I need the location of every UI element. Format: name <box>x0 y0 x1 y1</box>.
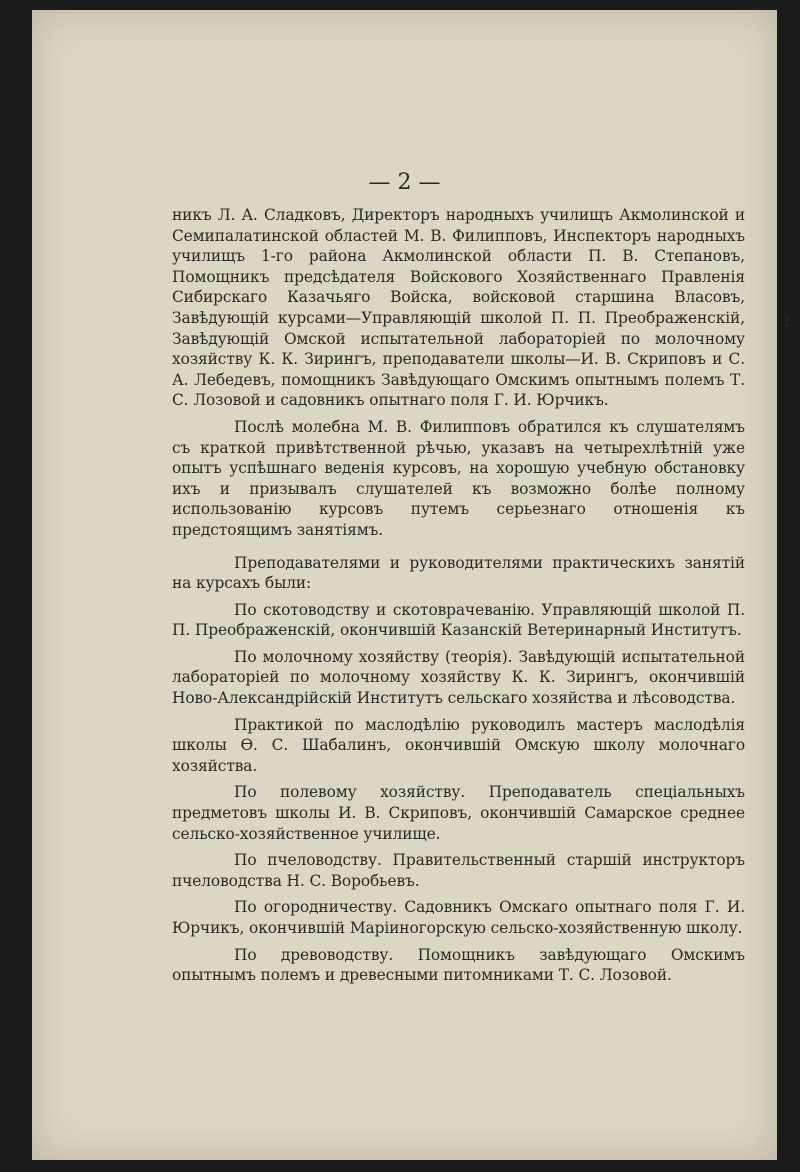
paragraph-beekeeping: По пчеловодству. Правительственный старшій инструкторъ пчеловодства Н. С. Воробьевъ. <box>172 851 745 890</box>
paragraph-instructors-intro: Преподавателями и руководителями практическихъ занятій на курсахъ были: <box>172 553 745 593</box>
paragraph-continuation: никъ Л. А. Сладковъ, Директоръ народныхъ училищъ Акмолинской и Семипалатинской областей М. В. Филипповъ, Инспекторъ народныхъ училищъ 1-го района Акмолинской области П. В. Степановъ, Помощникъ предсѣдателя Войскового Хозяйственнаго Правленія Сибирскаго Казачьяго Войска, войсковой старшина Власовъ, Завѣдующій курсами—Управляющій школой П. П. Преображенскій, Завѣдующій Омской испытательной лабораторіей по молочному хозяйству К. К. Зирингъ, преподаватели школы—И. В. Скриповъ и С. А. Лебедевъ, помощникъ Завѣдующаго Омскимъ опытнымъ полемъ Т. С. Лозовой и садовникъ опытнаго поля Г. И. Юрчикъ. <box>172 206 745 410</box>
document-page <box>32 10 790 1160</box>
margin-mark: ɪ <box>784 310 790 331</box>
paragraph-field-farming: По полевому хозяйству. Преподаватель спеціальныхъ предметовъ школы И. В. Скриповъ, окончившій Самарское среднее сельско-хозяйственное училище. <box>172 783 745 843</box>
paragraph-tree-growing: По древоводству. Помощникъ завѣдующаго Омскимъ опытнымъ полемъ и древесными питомниками Т. С. Лозовой. <box>172 945 745 985</box>
paragraph-dairy: По молочному хозяйству (теорія). Завѣдующій испытательной лабораторіей по молочному хозяйству К. К. Зирингъ, окончившій Ново-Александрійскій Институтъ сельскаго хозяйства и лѣсоводства. <box>172 647 745 708</box>
paragraph-speech: Послѣ молебна М. В. Филипповъ обратился къ слушателямъ съ краткой привѣтственной рѣчью, указавъ на четырехлѣтній уже опытъ успѣшнаго веденія курсовъ, на хорошую учебную обстановку ихъ и призывалъ слушателей къ возможно болѣе полному использованію курсовъ путемъ серьезнаго отношенія къ предстоящимъ занятіямъ. <box>172 417 745 539</box>
paragraph-livestock: По скотоводству и скотоврачеванію. Управляющій школой П. П. Преображенскій, окончившій Казанскій Ветеринарный Институтъ. <box>172 600 745 640</box>
paragraph-gardening: По огородничеству. Садовникъ Омскаго опытнаго поля Г. И. Юрчикъ, окончившій Маріиногорскую сельско-хозяйственную школу. <box>172 898 745 937</box>
body-text <box>172 205 745 986</box>
page-number: — 2 — <box>368 170 441 195</box>
paragraph-butter-making: Практикой по маслодѣлію руководилъ мастеръ маслодѣлія школы Ѳ. С. Шабалинъ, окончившій Омскую школу молочнаго хозяйства. <box>172 715 745 775</box>
